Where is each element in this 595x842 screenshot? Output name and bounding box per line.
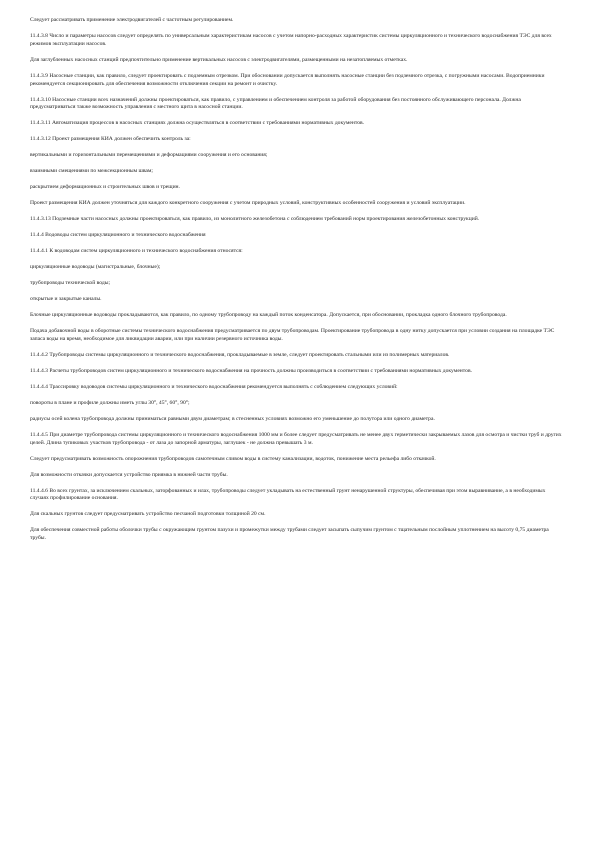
paragraph-frequency-control: Следует рассматривать применение электродвигателей с частотным регулированием. [30,17,234,23]
paragraph-vertical-pumps: Для заглубленных насосных станций предпочтительно применение вертикальных насосов с электродвигателями, размещенными на незатопляемых отметках. [30,56,408,63]
list-item-circulation-conduits: циркуляционные водоводы (магистральные, блочные); [30,264,161,271]
paragraph-block-conduits: Блочные циркуляционные водоводы прокладываются, как правило, по одному трубопроводу на каждый поток конденсатора. Допускается, при обосновании, прокладка одного блочного трубопровода. [30,312,507,319]
document-body [30,17,565,551]
list-item-displacements: вертикальными и горизонтальными перемещениями и деформациями сооружения и его основания; [30,152,268,159]
paragraph-11-4-4-2: 11.4.4.2 Трубопроводы системы циркуляционного и технического водоснабжения, прокладываемые в земле, следует проектировать стальными или из полимерных материалов. [30,351,450,358]
paragraph-backfill: Для обеспечения совместной работы оболочки трубы с окружающим грунтом пазухи и промежутки между трубами следует засыпать сыпучим грунтом с тщательным послойным уплотнением на высоту 0,75 диаметра трубы. [30,527,549,542]
list-item-channels: открытые и закрытые каналы. [30,296,102,303]
paragraph-11-4-3-12: 11.4.3.12 Проект размещения КИА должен обеспечить контроль за: [30,136,191,143]
list-item-bend-radius: радиусы осей колена трубопровода должны приниматься равными двум диаметрам; в стесненных условиях возможно его уменьшение до полутора или одного диаметра. [30,415,435,422]
list-item-joint-shifts: взаимными смещениями по межсекционным швам; [30,168,153,175]
paragraph-11-4-3-10: 11.4.3.10 Насосные станции всех назначений должны проектироваться, как правило, с управлением и обеспечением контроля за работой оборудования без постоянного обслуживающего персонала. Должна предусматриваться также возможность управления с местного щита в насосной станции. [30,96,521,111]
paragraph-11-4-4-3: 11.4.4.3 Расчеты трубопроводов систем циркуляционного и технического водоснабжения на прочность должны производиться в соответствии с требованиями нормативных документов. [30,367,472,374]
paragraph-11-4-3-8: 11.4.3.8 Число и параметры насосов следует определять по универсальным характеристикам насосов с учетом напорно-расходных характеристик системы циркуляционного и технического водоснабжения ТЭС для всех режимов эксплуатации насосов. [30,32,552,47]
paragraph-11-4-3-13: 11.4.3.13 Подземные части насосных должны проектироваться, как правило, из монолитного железобетона с соблюдением требований норм проектирования железобетонных конструкций. [30,216,480,223]
list-item-turn-angles: повороты в плане и профиле должны иметь углы 30°, 45°, 60°, 90°; [30,399,190,406]
paragraph-11-4-3-9: 11.4.3.9 Насосные станции, как правило, следует проектировать с подземным отрезком. При обосновании допускается выполнять насосные станции без подземного отрезка, с погружными насосами. Водоприемники рекомендуется секционировать для обеспечения возможности отключения секции на ремонт и очистку. [30,72,545,87]
paragraph-kia-project: Проект размещения КИА должен уточняться для каждого конкретного сооружения с учетом природных условий, конструктивных особенностей сооружения и условий эксплуатации. [30,200,466,207]
paragraph-11-4-4-5: 11.4.4.5 При диаметре трубопровода системы циркуляционного и технического водоснабжения 1000 мм и более следует предусматривать не менее двух герметически закрываемых лазов для осмотра и чистки труб и других целей. Длина тупиковых участков трубопровода - от лаза до запорной арматуры, заглушек - не должна превышать 3 м. [30,431,562,446]
list-item-technical-water-pipes: трубопроводы технической воды; [30,280,111,287]
paragraph-drainage: Следует предусматривать возможность опорожнения трубопроводов самотечным сливом воды в систему канализации, водоток, понижение места рельефа либо откачкой. [30,455,436,462]
paragraph-11-4-4-4: 11.4.4.4 Трассировку водоводов системы циркуляционного и технического водоснабжения рекомендуется выполнять с соблюдением следующих условий: [30,383,398,390]
paragraph-11-4-3-11: 11.4.3.11 Автоматизация процессов в насосных станциях должна осуществляться в соответствии с требованиями нормативных документов. [30,120,365,127]
paragraph-makeup-water: Подача добавочной воды в оборотные системы технического водоснабжения предусматривается по двум трубопроводам. Проектирование трубопровода в одну нитку допускается при условии создания на площадке ТЭС запаса воды на время, необходимое для ликвидации аварии, или при наличии резервного источника воды. [30,328,555,342]
paragraph-rock-soils: Для скальных грунтов следует предусматривать устройство песчаной подготовки толщиной 20 см. [30,511,266,518]
paragraph-11-4-4-6: 11.4.4.6 Во всех грунтах, за исключением скальных, заторфованных и илах, трубопроводы следует укладывать на естественный грунт ненарушенной структуры, обеспечивая при этом выравнивание, а в необходимых случаях профилирование основания. [30,487,546,502]
section-heading-11-4-4: 11.4.4 Водоводы систем циркуляционного и технического водоснабжения [30,232,206,239]
paragraph-sump: Для возможности откачки допускается устройство приямка в нижней части трубы. [30,471,228,478]
list-item-cracks: раскрытием деформационных и строительных швов и трещин. [30,184,180,191]
paragraph-11-4-4-1: 11.4.4.1 К водоводам систем циркуляционного и технического водоснабжения относятся: [30,248,243,255]
